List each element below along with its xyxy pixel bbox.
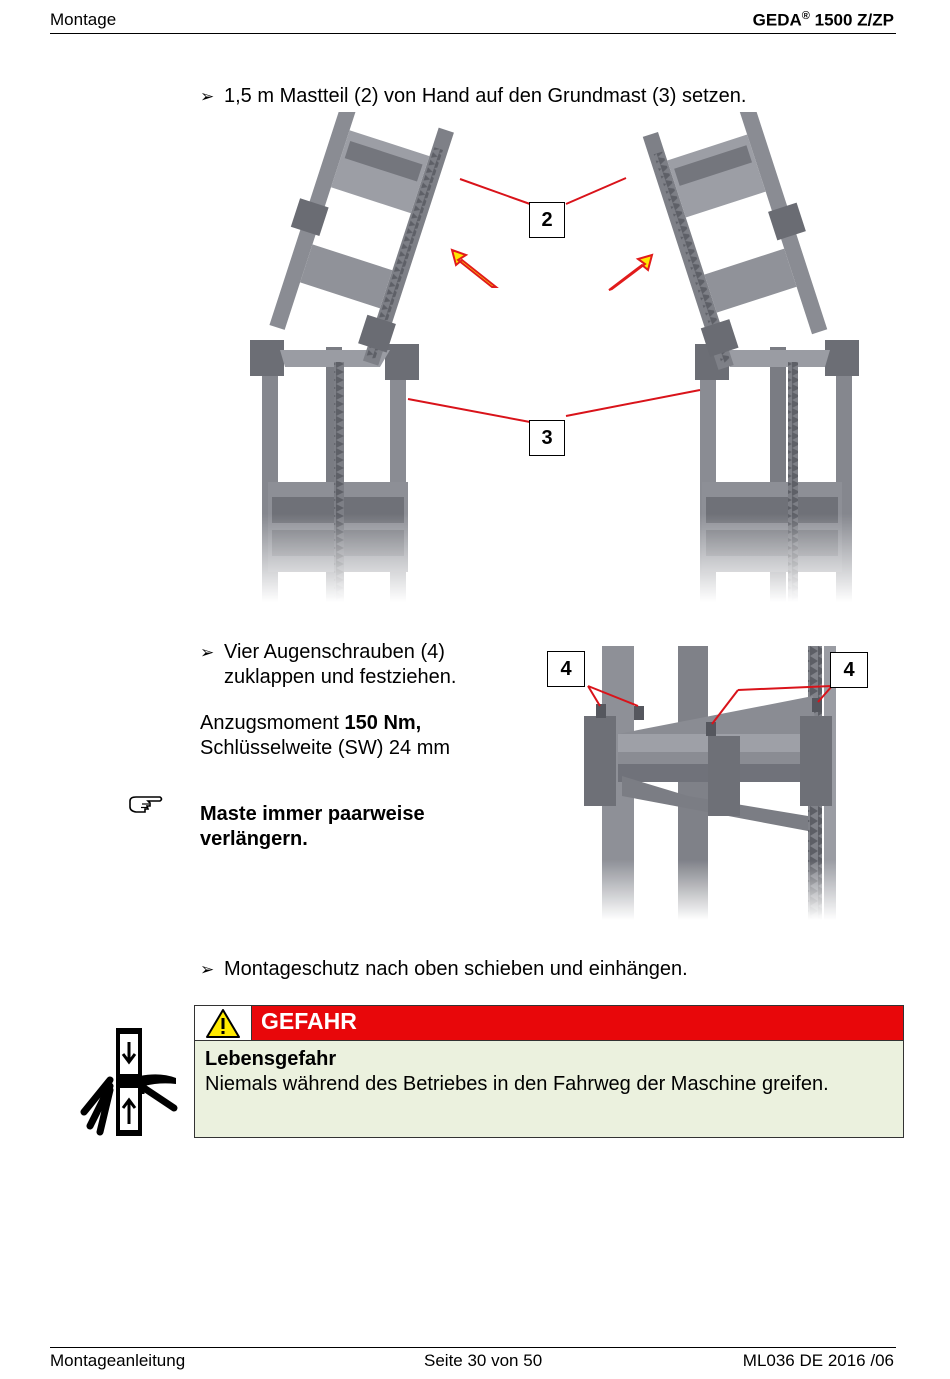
step1-text: 1,5 m Mastteil (2) von Hand auf den Grundmast (3) setzen.	[224, 85, 747, 107]
step2-line1: Vier Augenschrauben (4)	[224, 641, 445, 663]
danger-notice	[194, 1005, 904, 1138]
callout-4-right: 4	[830, 652, 868, 688]
danger-text: Niemals während des Betriebes in den Fahrweg der Maschine greifen.	[205, 1073, 829, 1095]
torque-label: Anzugsmoment	[200, 712, 345, 734]
bullet-arrow: ➢	[200, 643, 215, 662]
step1-instruction	[200, 84, 746, 109]
callout-3: 3	[529, 420, 565, 456]
footer-rule	[50, 1347, 896, 1348]
header-rule	[50, 33, 896, 34]
warning-icon-box	[195, 1006, 252, 1040]
product-name: GEDA	[752, 10, 802, 30]
bullet-arrow: ➢	[200, 960, 215, 979]
danger-header	[195, 1006, 903, 1041]
step2-line2: zuklappen und festziehen.	[224, 666, 457, 688]
pointing-hand-icon	[128, 795, 164, 815]
product-model: 1500 Z/ZP	[814, 10, 894, 30]
note-line1: Maste immer paarweise	[200, 803, 425, 825]
warning-triangle-icon	[195, 1006, 251, 1040]
step3-instruction	[200, 957, 688, 982]
callout-4-left: 4	[547, 651, 585, 687]
note-line2: verlängern.	[200, 828, 308, 850]
danger-body	[195, 1041, 903, 1103]
bullet-arrow: ➢	[200, 87, 215, 106]
eye-bolt-figure	[578, 646, 868, 920]
step2-instruction	[200, 640, 456, 690]
mast-assembly-figure	[240, 112, 870, 602]
wrench-size: Schlüsselweite (SW) 24 mm	[200, 737, 451, 759]
registered-mark: ®	[801, 10, 810, 22]
footer-page-number: Seite 30 von 50	[424, 1351, 543, 1370]
danger-title: GEFAHR	[261, 1008, 357, 1034]
header-section: Montage	[50, 10, 117, 29]
torque-spec	[200, 711, 450, 761]
footer-doc-title: Montageanleitung	[50, 1351, 186, 1370]
step3-text: Montageschutz nach oben schieben und einhängen.	[224, 958, 688, 980]
note-text	[200, 802, 425, 852]
crushing-hazard-icon	[80, 1028, 180, 1136]
header-product	[753, 10, 894, 31]
torque-value: 150 Nm,	[344, 712, 422, 734]
footer-doc-id: ML036 DE 2016 /06	[742, 1351, 894, 1370]
danger-subtitle: Lebensgefahr	[205, 1048, 337, 1070]
callout-2: 2	[529, 202, 565, 238]
